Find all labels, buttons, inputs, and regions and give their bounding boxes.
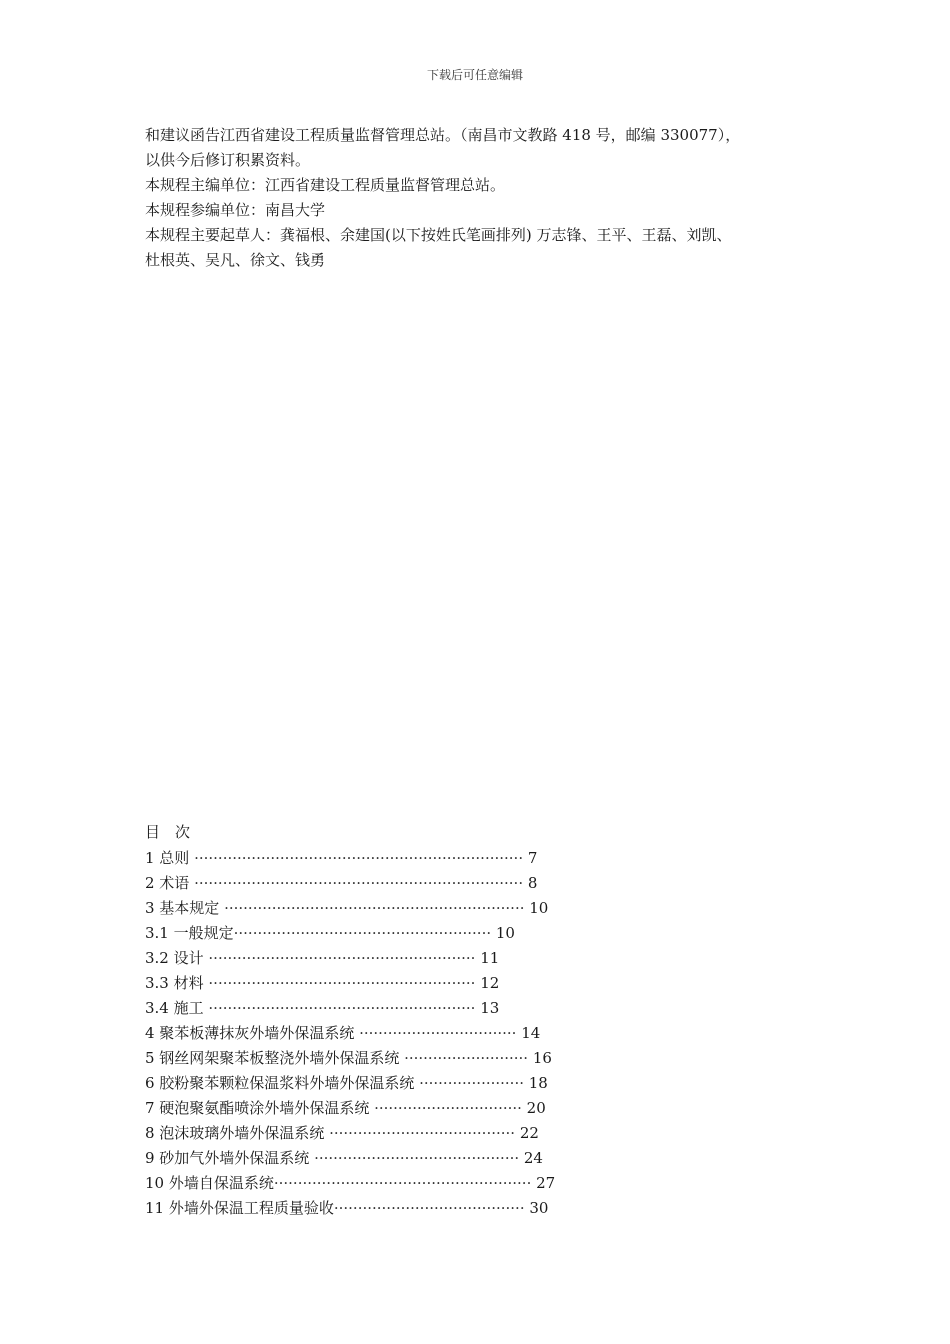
toc-entry-label: 3.1 一般规定	[145, 924, 234, 942]
toc-entry[interactable]	[145, 871, 605, 896]
toc-leader-dots: ········································	[333, 1199, 525, 1217]
toc-leader-dots: ························································	[208, 949, 476, 967]
toc-page-number: 22	[515, 1124, 539, 1142]
toc-entry[interactable]	[145, 1196, 605, 1221]
toc-leader-dots: ·····································································	[194, 849, 524, 867]
body-line: 以供今后修订积累资料。	[145, 151, 311, 169]
toc-page-number: 11	[475, 949, 500, 967]
toc-entry-label: 5 钢丝网架聚苯板整浇外墙外保温系统	[145, 1049, 405, 1067]
toc-entry-label: 1 总则	[145, 849, 195, 867]
toc-title: 目 次	[145, 823, 191, 841]
toc-page-number: 13	[475, 999, 500, 1017]
toc-page-number: 24	[519, 1149, 543, 1167]
toc-page-number: 10	[491, 924, 515, 942]
body-line: 本规程主要起草人：龚福根、余建国(以下按姓氏笔画排列) 万志锋、王平、王磊、刘凯、	[145, 226, 732, 244]
toc-leader-dots: ·······································	[329, 1124, 516, 1142]
toc-page-number: 18	[524, 1074, 548, 1092]
toc-entry[interactable]	[145, 896, 605, 921]
toc-entry[interactable]	[145, 1146, 605, 1171]
toc-page-number: 7	[523, 849, 538, 867]
table-of-contents	[145, 846, 605, 1221]
toc-leader-dots: ······················	[419, 1074, 524, 1092]
toc-entry[interactable]	[145, 971, 605, 996]
toc-leader-dots: ···········································	[314, 1149, 520, 1167]
toc-page-number: 27	[531, 1174, 556, 1192]
body-line: 本规程参编单位：南昌大学	[145, 201, 326, 219]
page-header: 下载后可任意编辑	[426, 68, 523, 82]
toc-leader-dots: ························································	[208, 999, 476, 1017]
toc-entry[interactable]	[145, 846, 605, 871]
toc-leader-dots: ·································	[359, 1024, 517, 1042]
toc-entry-label: 3.2 设计	[145, 949, 209, 967]
toc-leader-dots: ·······························	[374, 1099, 522, 1117]
toc-entry[interactable]	[145, 1096, 605, 1121]
toc-entry-label: 6 胶粉聚苯颗粒保温浆料外墙外保温系统	[145, 1074, 420, 1092]
toc-entry-label: 3.4 施工	[145, 999, 209, 1017]
toc-page-number: 16	[528, 1049, 552, 1067]
toc-page-number: 14	[516, 1024, 541, 1042]
toc-entry[interactable]	[145, 1121, 605, 1146]
toc-entry[interactable]	[145, 921, 605, 946]
toc-entry-label: 7 硬泡聚氨酯喷涂外墙外保温系统	[145, 1099, 375, 1117]
toc-entry[interactable]	[145, 1171, 605, 1196]
toc-entry-label: 8 泡沫玻璃外墙外保温系统	[145, 1124, 330, 1142]
toc-entry-label: 11 外墙外保温工程质量验收	[145, 1199, 334, 1217]
toc-entry-label: 10 外墙自保温系统	[145, 1174, 274, 1192]
toc-entry-label: 2 术语	[145, 874, 195, 892]
body-line: 和建议函告江西省建设工程质量监督管理总站。（南昌市文教路 418 号，邮编 330077），	[145, 126, 741, 144]
toc-leader-dots: ··························	[404, 1049, 529, 1067]
toc-leader-dots: ······················································	[273, 1174, 532, 1192]
toc-page-number: 20	[521, 1099, 546, 1117]
toc-entry[interactable]	[145, 996, 605, 1021]
toc-entry-label: 3.3 材料	[145, 974, 209, 992]
toc-leader-dots: ························································	[208, 974, 476, 992]
toc-page-number: 10	[524, 899, 549, 917]
toc-leader-dots: ·····································································	[194, 874, 524, 892]
toc-entry[interactable]	[145, 1071, 605, 1096]
toc-entry[interactable]	[145, 1021, 605, 1046]
toc-entry[interactable]	[145, 946, 605, 971]
toc-entry-label: 3 基本规定	[145, 899, 225, 917]
toc-page-number: 30	[524, 1199, 549, 1217]
body-line: 本规程主编单位：江西省建设工程质量监督管理总站。	[145, 176, 506, 194]
toc-page-number: 8	[523, 874, 538, 892]
body-paragraph	[145, 123, 815, 273]
toc-page-number: 12	[475, 974, 500, 992]
body-line: 杜根英、吴凡、徐文、钱勇	[145, 251, 326, 269]
toc-entry[interactable]	[145, 1046, 605, 1071]
toc-entry-label: 4 聚苯板薄抹灰外墙外保温系统	[145, 1024, 360, 1042]
toc-leader-dots: ······················································	[233, 924, 492, 942]
toc-entry-label: 9 砂加气外墙外保温系统	[145, 1149, 315, 1167]
toc-leader-dots: ·······························································	[224, 899, 525, 917]
